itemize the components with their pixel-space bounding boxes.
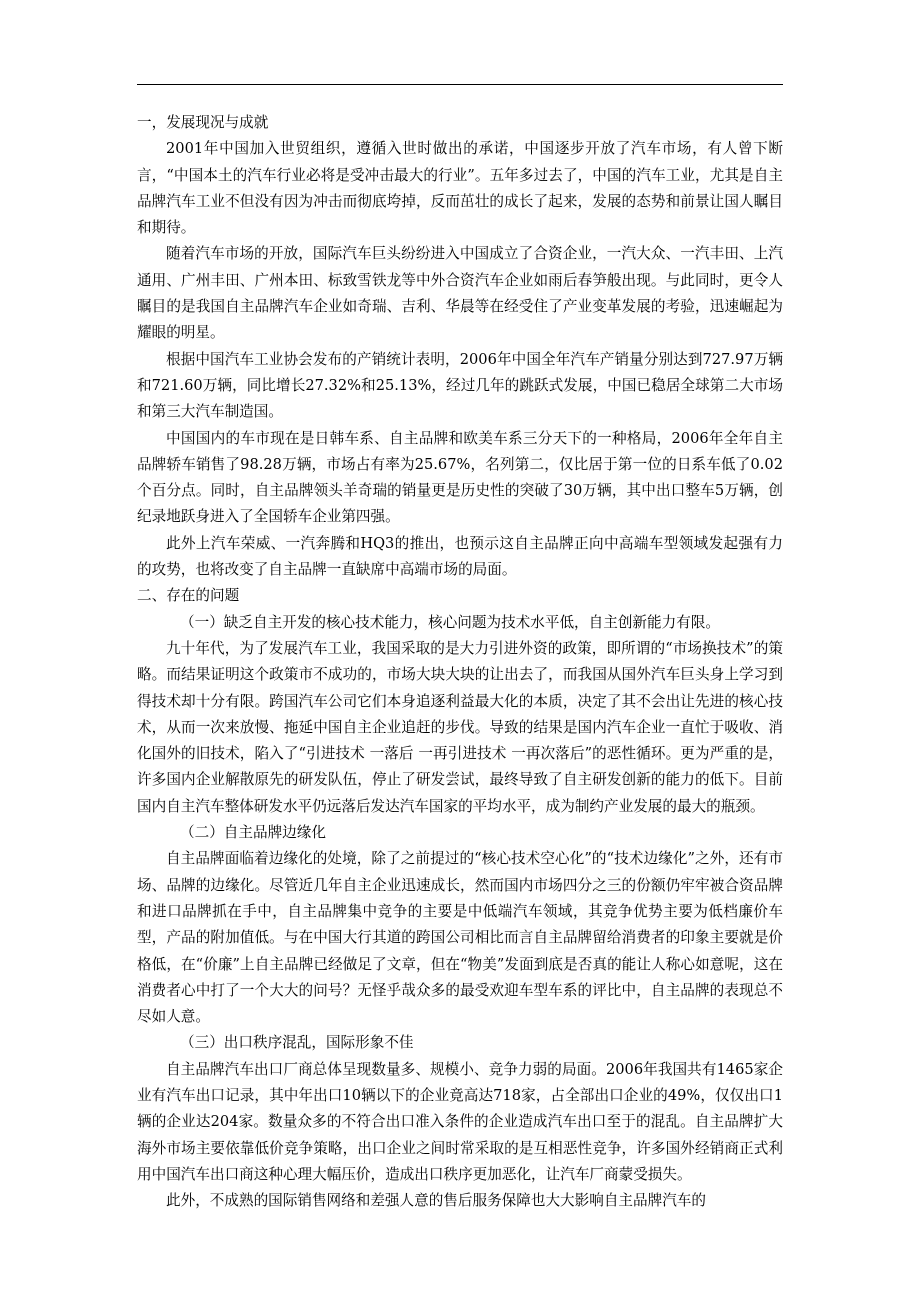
- paragraph: 此外，不成熟的国际销售网络和差强人意的售后服务保障也大大影响自主品牌汽车的: [166, 1192, 706, 1210]
- paragraph: 2001年中国加入世贸组织，遵循入世时做出的承诺，中国逐步开放了汽车市场，有人曾下断言，“中国本土的汽车行业必将是受冲击最大的行业”。五年多过去了，中国的汽车工业，尤其是自主品牌汽车工业不但没有因为冲击而彻底垮掉，反而茁壮的成长了起来，发展的态势和前景让国人瞩目和期待。: [137, 140, 783, 237]
- subsection-heading-2: （二）自主品牌边缘化: [180, 824, 326, 842]
- paragraph: 自主品牌面临着边缘化的处境，除了之前提过的“核心技术空心化”的“技术边缘化”之外，还有市场、品牌的边缘化。尽管近几年自主企业迅速成长，然而国内市场四分之三的份额仍牢牢被合资品牌和进口品牌抓在手中，自主品牌集中竞争的主要是中低端汽车领域，其竞争优势主要为低档廉价车型，产品的附加值低。与在中国大行其道的跨国公司相比而言自主品牌留给消费者的印象主要就是价格低，在“价廉”上自主品牌已经做足了文章，但在“物美”发面到底是否真的能让人称心如意呢，这在消费者心中打了一个大大的问号？无怪乎哉众多的最受欢迎车型车系的评比中，自主品牌的表现总不尽如人意。: [137, 850, 783, 1026]
- document-body: [137, 110, 783, 1214]
- section-heading-1: 一，发展现况与成就: [137, 114, 269, 131]
- subsection-heading-3: （三）出口秩序混乱，国际形象不佳: [180, 1034, 414, 1052]
- section-heading-2: 二、存在的问题: [137, 587, 240, 605]
- paragraph: 自主品牌汽车出口厂商总体呈现数量多、规模小、竞争力弱的局面。2006年我国共有1465家企业有汽车出口记录，其中年出口10辆以下的企业竟高达718家，占全部出口企业的49%，仅仅出口1辆的企业达204家。数量众多的不符合出口准入条件的企业造成汽车出口至于的混乱。自主品牌扩大海外市场主要依靠低价竞争策略，出口企业之间时常采取的是互相恶性竞争，许多国外经销商正式利用中国汽车出口商这种心理大幅压价，造成出口秩序更加恶化，让汽车厂商蒙受损失。: [137, 1060, 783, 1183]
- paragraph: 此外上汽车荣威、一汽奔腾和HQ3的推出，也预示这自主品牌正向中高端车型领域发起强有力的攻势，也将改变了自主品牌一直缺席中高端市场的局面。: [137, 534, 783, 579]
- paragraph: 根据中国汽车工业协会发布的产销统计表明，2006年中国全年汽车产销量分别达到727.97万辆和721.60万辆，同比增长27.32%和25.13%，经过几年的跳跃式发展，中国已稳居全球第二大市场和第三大汽车制造国。: [137, 350, 783, 421]
- paragraph: 随着汽车市场的开放，国际汽车巨头纷纷进入中国成立了合资企业，一汽大众、一汽丰田、上汽通用、广州丰田、广州本田、标致雪铁龙等中外合资汽车企业如雨后春笋般出现。与此同时，更令人瞩目的是我国自主品牌汽车企业如奇瑞、吉利、华晨等在经受住了产业变革发展的考验，迅速崛起为耀眼的明星。: [137, 245, 783, 342]
- paragraph: 九十年代，为了发展汽车工业，我国采取的是大力引进外资的政策，即所谓的“市场换技术”的策略。而结果证明这个政策市不成功的，市场大块大块的让出去了，而我国从国外汽车巨头身上学习到得技术却十分有限。跨国汽车公司它们本身追逐利益最大化的本质，决定了其不会出让先进的核心技术，从而一次来放慢、拖延中国自主企业追赶的步伐。导致的结果是国内汽车企业一直忙于吸收、消化国外的旧技术，陷入了“引进技术 一落后 一再引进技术 一再次落后”的恶性循环。更为严重的是，许多国内企业解散原先的研发队伍，停止了研发尝试，最终导致了自主研发创新的能力的低下。目前国内自主汽车整体研发水平仍远落后发达汽车国家的平均水平，成为制约产业发展的最大的瓶颈。: [137, 639, 783, 815]
- subsection-heading-1: （一）缺乏自主开发的核心技术能力，核心问题为技术水平低，自主创新能力有限。: [180, 613, 720, 631]
- header-rule: [137, 84, 783, 85]
- paragraph: 中国国内的车市现在是日韩车系、自主品牌和欧美车系三分天下的一种格局，2006年全年自主品牌轿车销售了98.28万辆，市场占有率为25.67%，名列第二，仅比居于第一位的日系车低了0.02个百分点。同时，自主品牌领头羊奇瑞的销量更是历史性的突破了30万辆，其中出口整车5万辆，创纪录地跃身进入了全国轿车企业第四强。: [137, 429, 783, 526]
